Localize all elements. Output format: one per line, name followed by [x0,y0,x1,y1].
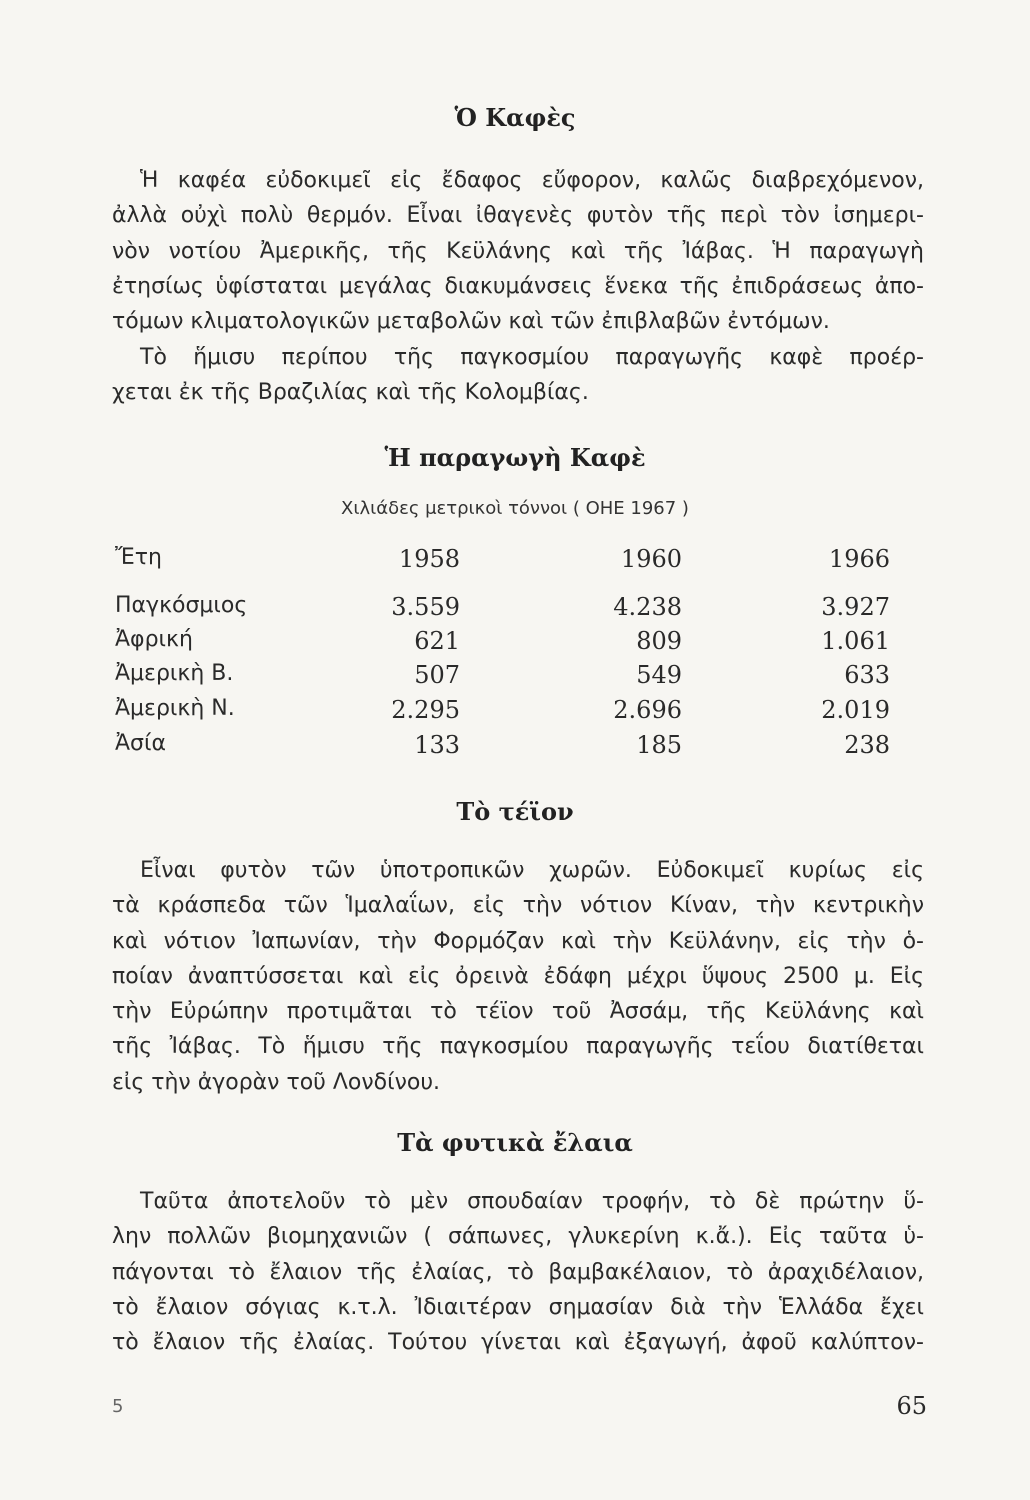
years-label: Ἔτη [115,545,162,570]
text-line: Ταῦτα ἀποτελοῦν τὸ μὲν σπουδαίαν τροφήν, τὸ δὲ πρώτην ὕ- [140,1189,924,1214]
table-row [115,627,890,661]
year-cell: 1966 [828,545,890,573]
text-line: τῆς Ἰάβας. Τὸ ἥμισυ τῆς παγκοσμίου παραγωγῆς τεΐου διατίθεται [112,1034,924,1060]
value-cell: 1.061 [821,627,890,655]
value-cell: 238 [844,731,890,759]
text-line: ἀλλὰ οὐχὶ πολὺ θερμόν. Εἶναι ἰθαγενὲς φυτὸν τῆς περὶ τὸν ἰσημερι- [112,203,924,229]
oils-paragraph [112,1184,924,1360]
text-line: πάγονται τὸ ἔλαιον τῆς ἐλαίας, τὸ βαμβακέλαιον, τὸ ἀραχιδέλαιον, [112,1259,924,1285]
text-line: Εἶναι φυτὸν τῶν ὑποτροπικῶν χωρῶν. Εὐδοκιμεῖ κυρίως εἰς [140,858,924,883]
table-header-row [115,545,890,579]
value-cell: 507 [414,661,460,689]
row-label: Ἀμερικὴ Ν. [115,696,235,721]
value-cell: 2.019 [821,696,890,724]
value-cell: 809 [636,627,682,655]
value-cell: 2.696 [613,696,682,724]
text-line: ἐτησίως ὑφίσταται μεγάλας διακυμάνσεις ἕνεκα τῆς ἐπιδράσεως ἀπο- [112,273,924,299]
value-cell: 2.295 [391,696,460,724]
value-cell: 4.238 [613,593,682,621]
text-line: Τὸ ἥμισυ περίπου τῆς παγκοσμίου παραγωγῆς καφὲ προέρ- [140,345,924,370]
table-row [115,731,890,765]
coffee-heading: Ὁ Καφὲς [454,103,576,132]
value-cell: 633 [844,661,890,689]
text-line: λην πολλῶν βιομηχανιῶν ( σάπωνες, γλυκερίνη κ.ἄ.). Εἰς ταῦτα ὑ- [112,1224,924,1250]
row-label: Ἀμερικὴ Β. [115,661,234,686]
table-subtitle: Χιλιάδες μετρικοὶ τόννοι ( ΟΗΕ 1967 ) [341,498,689,519]
oils-heading: Τὰ φυτικὰ ἔλαια [397,1128,633,1157]
table-row [115,593,890,627]
value-cell: 3.927 [821,593,890,621]
row-label: Ἀφρική [115,627,193,652]
value-cell: 185 [636,731,682,759]
text-line: τόμων κλιματολογικῶν μεταβολῶν καὶ τῶν ἐπιβλαβῶν ἐντόμων. [112,309,830,335]
text-line: τὰ κράσπεδα τῶν Ἱμαλαΐων, εἰς τὴν νότιον Κίναν, τὴν κεντρικὴν [112,893,924,919]
value-cell: 621 [414,627,460,655]
text-line: ποίαν ἀναπτύσσεται καὶ εἰς ὀρεινὰ ἐδάφη μέχρι ὕψους 2500 μ. Εἰς [112,963,924,989]
value-cell: 549 [636,661,682,689]
coffee-production-title: Ἡ παραγωγὴ Καφὲ [384,443,646,472]
table-row [115,696,890,730]
page-number: 65 [896,1392,927,1420]
value-cell: 133 [414,731,460,759]
text-line: νὸν νοτίου Ἀμερικῆς, τῆς Κεϋλάνης καὶ τῆς Ἰάβας. Ἡ παραγωγὴ [112,238,924,264]
text-line: χεται ἐκ τῆς Βραζιλίας καὶ τῆς Κολομβίας. [112,380,589,406]
coffee-paragraph-2 [112,340,924,411]
coffee-paragraph-1 [112,163,924,339]
table-row [115,661,890,695]
text-line: τὴν Εὐρώπην προτιμᾶται τὸ τέϊον τοῦ Ἀσσάμ, τῆς Κεϋλάνης καὶ [112,999,924,1025]
tea-heading: Τὸ τέϊον [456,797,574,826]
year-cell: 1958 [398,545,460,573]
year-cell: 1960 [620,545,682,573]
text-line: τὸ ἔλαιον σόγιας κ.τ.λ. Ἰδιαιτέραν σημασίαν διὰ τὴν Ἑλλάδα ἔχει [112,1294,924,1320]
text-line: καὶ νότιον Ἰαπωνίαν, τὴν Φορμόζαν καὶ τὴν Κεϋλάνην, εἰς τὴν ὁ- [112,928,924,954]
signature-mark: 5 [112,1396,124,1417]
value-cell: 3.559 [391,593,460,621]
row-label: Παγκόσμιος [115,593,248,618]
text-line: εἰς τὴν ἀγορὰν τοῦ Λονδίνου. [112,1069,441,1095]
text-line: Ἡ καφέα εὐδοκιμεῖ εἰς ἔδαφος εὔφορον, καλῶς διαβρεχόμενον, [140,168,924,193]
tea-paragraph [112,853,924,1100]
text-line: τὸ ἔλαιον τῆς ἐλαίας. Τούτου γίνεται καὶ ἐξαγωγή, ἀφοῦ καλύπτον- [112,1330,924,1356]
row-label: Ἀσία [115,731,166,756]
